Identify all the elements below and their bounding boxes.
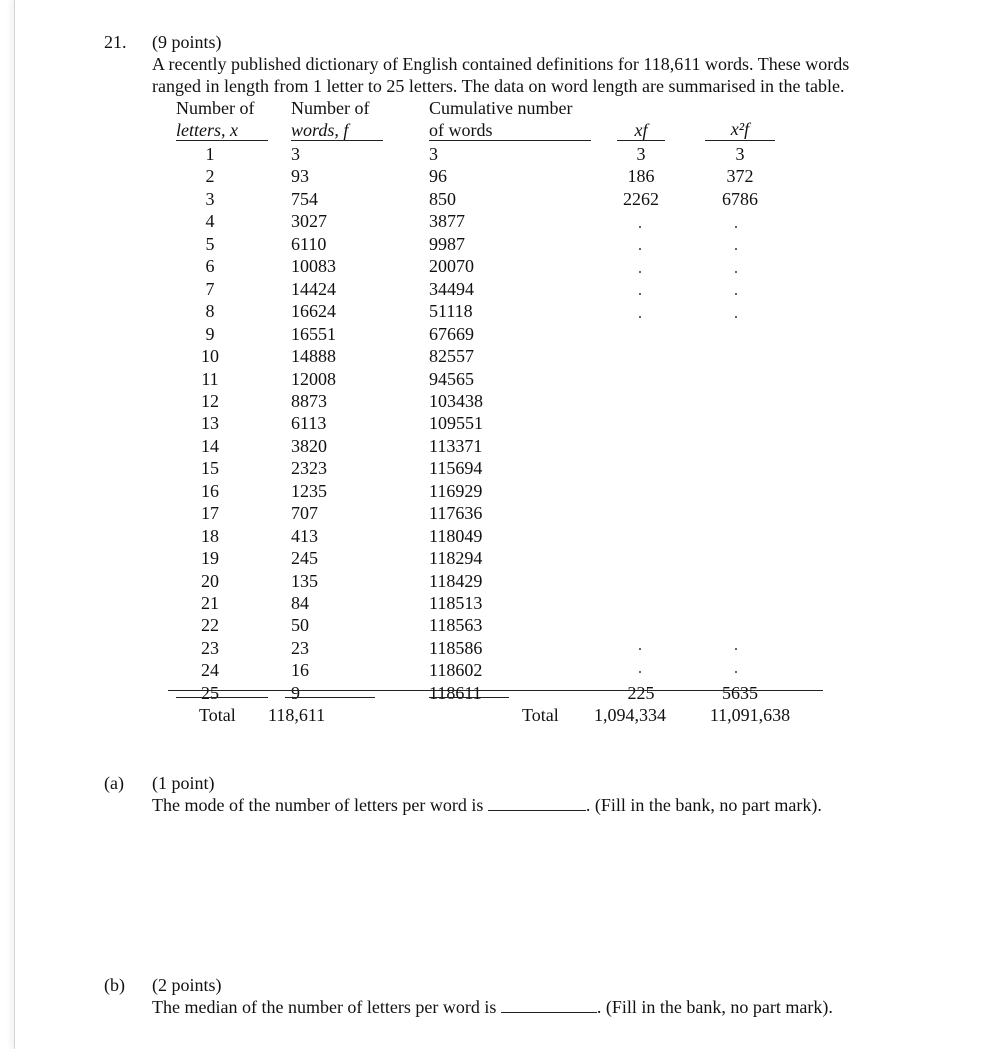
header-x-line1: Number of (176, 98, 255, 118)
cell-x2f (705, 210, 775, 232)
part-a-question (152, 794, 822, 816)
cell-cum: 3 (429, 144, 438, 164)
cell-xf (615, 278, 667, 300)
part-b-instruction: . (Fill in the bank, no part mark). (596, 997, 833, 1017)
cell-xf (615, 300, 667, 322)
cell-f: 9 (291, 682, 300, 703)
cell-x2f: 5635 (722, 682, 758, 703)
cell-cum: 51118 (429, 301, 473, 322)
cell-cum: 118429 (429, 570, 483, 591)
cell-x2f: 3 (735, 144, 745, 164)
cell-f: 16551 (291, 323, 336, 344)
cell-cum: 118513 (429, 593, 483, 613)
cell-x2f (705, 390, 775, 412)
question-number: 21. (104, 32, 127, 52)
cell-xf (615, 233, 667, 255)
cell-cum: 3877 (429, 211, 465, 232)
cell-x2f (705, 323, 775, 345)
cell-x: 25 (201, 682, 219, 703)
cell-x2f: 372 (726, 166, 754, 187)
cell-x: 2 (205, 166, 215, 187)
cell-f: 754 (291, 188, 318, 209)
cell-cum: 118563 (429, 615, 483, 636)
cell-f: 93 (291, 166, 309, 187)
cell-x2f (705, 659, 775, 681)
cell-x2f (705, 525, 775, 547)
cell-cum: 96 (429, 166, 447, 187)
header-f-line1: Number of (291, 98, 370, 118)
cell-f: 16624 (291, 301, 336, 322)
cell-x2f (705, 368, 775, 390)
ellipsis-dot (639, 671, 641, 673)
cell-xf (615, 614, 667, 636)
cell-xf (615, 255, 667, 277)
cell-xf (615, 435, 667, 457)
cell-x: 17 (201, 503, 219, 524)
cell-x: 24 (201, 660, 219, 681)
cell-x: 20 (201, 570, 219, 591)
ellipsis-dot (735, 271, 737, 273)
cell-xf (615, 390, 667, 412)
cell-xf (615, 323, 667, 345)
cell-cum: 34494 (429, 278, 474, 299)
last-row-underline (285, 697, 375, 698)
cell-cum: 113371 (429, 435, 483, 456)
cell-f: 6113 (291, 413, 327, 434)
cell-x: 23 (201, 637, 219, 658)
part-a-points: (1 point) (152, 773, 215, 793)
document-page (14, 0, 985, 1049)
cell-xf (615, 570, 667, 592)
total-label-2: Total (522, 705, 559, 725)
cell-x: 3 (205, 188, 215, 209)
cell-cum: 82557 (429, 346, 474, 367)
cell-x: 12 (201, 390, 219, 411)
table-totals-rule (168, 690, 823, 691)
cell-x: 18 (201, 525, 219, 546)
cell-x2f (705, 345, 775, 367)
last-row-underline (176, 697, 268, 698)
ellipsis-dot (639, 648, 641, 650)
cell-x2f (705, 457, 775, 479)
part-b-label: (b) (104, 975, 125, 995)
cell-xf (615, 210, 667, 232)
cell-xf (615, 502, 667, 524)
part-b-points: (2 points) (152, 975, 222, 995)
cell-x2f (705, 412, 775, 434)
ellipsis-dot (639, 248, 641, 250)
cell-cum: 20070 (429, 256, 474, 277)
cell-x2f (705, 547, 775, 569)
cell-xf (615, 480, 667, 502)
cell-xf: 186 (627, 166, 655, 187)
cell-f: 84 (291, 593, 309, 613)
cell-xf (615, 412, 667, 434)
cell-cum: 118294 (429, 548, 483, 569)
part-a-answer-blank[interactable] (488, 794, 586, 811)
cell-cum: 118586 (429, 637, 483, 658)
header-x2f: x²f (705, 118, 775, 141)
cell-x: 22 (201, 615, 219, 636)
cell-x: 7 (205, 278, 215, 299)
cell-xf (615, 637, 667, 659)
cell-xf (615, 592, 667, 614)
cell-x: 10 (201, 346, 219, 367)
cell-f: 2323 (291, 458, 327, 479)
cell-x2f (705, 570, 775, 592)
cell-cum: 94565 (429, 368, 474, 389)
question-points: (9 points) (152, 32, 222, 52)
cell-x: 11 (201, 368, 219, 389)
total-label: Total (199, 705, 236, 725)
header-cum-line2: of words (429, 120, 591, 141)
ellipsis-dot (735, 248, 737, 250)
cell-cum: 67669 (429, 323, 474, 344)
cell-cum: 850 (429, 188, 456, 209)
cell-x2f: 6786 (722, 188, 758, 209)
cell-x: 13 (201, 413, 219, 434)
cell-cum: 109551 (429, 413, 483, 434)
cell-x2f (705, 480, 775, 502)
cell-f: 16 (291, 660, 309, 681)
cell-f: 50 (291, 615, 309, 636)
ellipsis-dot (735, 293, 737, 295)
part-b-question (152, 996, 833, 1018)
ellipsis-dot (639, 271, 641, 273)
cell-xf: 3 (636, 144, 646, 164)
cell-f: 413 (291, 525, 318, 546)
cell-f: 23 (291, 637, 309, 658)
cell-f: 14888 (291, 346, 336, 367)
cell-x2f (705, 435, 775, 457)
cell-x2f (705, 502, 775, 524)
total-f: 118,611 (268, 705, 326, 725)
cell-x2f (705, 637, 775, 659)
cell-f: 3 (291, 144, 300, 164)
header-xf: xf (617, 120, 665, 141)
cell-xf (615, 659, 667, 681)
cell-cum: 9987 (429, 233, 465, 254)
ellipsis-dot (735, 671, 737, 673)
cell-f: 12008 (291, 368, 336, 389)
cell-x2f (705, 592, 775, 614)
cell-f: 14424 (291, 278, 336, 299)
cell-x: 8 (205, 301, 215, 322)
header-f-line2: words, f (291, 120, 383, 141)
cell-x: 21 (201, 593, 219, 613)
cell-x: 14 (201, 435, 219, 456)
cell-x: 16 (201, 480, 219, 501)
cell-f: 707 (291, 503, 318, 524)
part-b-text: The median of the number of letters per word is (152, 997, 497, 1017)
cell-f: 8873 (291, 390, 327, 411)
cell-cum: 118611 (429, 682, 482, 703)
cell-x2f (705, 233, 775, 255)
cell-cum: 115694 (429, 458, 483, 479)
cell-xf (615, 345, 667, 367)
cell-f: 245 (291, 548, 318, 569)
question-text-line2: ranged in length from 1 letter to 25 letters. The data on word length are summarised in the table. (152, 76, 845, 96)
cell-x: 9 (205, 323, 215, 344)
cell-cum: 118602 (429, 660, 483, 681)
cell-xf (615, 525, 667, 547)
cell-f: 1235 (291, 480, 327, 501)
cell-x: 1 (205, 144, 215, 164)
cell-f: 3027 (291, 211, 327, 232)
part-a-instruction: . (Fill in the bank, no part mark). (585, 795, 822, 815)
header-x-line2: letters, x (176, 120, 268, 141)
total-xf: 1,094,334 (594, 705, 666, 725)
cell-xf: 2262 (623, 188, 659, 209)
cell-xf: 225 (627, 682, 655, 703)
cell-xf (615, 457, 667, 479)
cell-xf (615, 547, 667, 569)
cell-cum: 117636 (429, 503, 483, 524)
cell-x2f (705, 614, 775, 636)
cell-x: 15 (201, 458, 219, 479)
cell-cum: 118049 (429, 525, 483, 546)
cell-f: 10083 (291, 256, 336, 277)
ellipsis-dot (639, 293, 641, 295)
part-a-text: The mode of the number of letters per word is (152, 795, 484, 815)
cell-f: 6110 (291, 233, 327, 254)
cell-x2f (705, 255, 775, 277)
part-a-label: (a) (104, 773, 124, 793)
cell-x: 5 (205, 233, 215, 254)
ellipsis-dot (735, 316, 737, 318)
part-b-answer-blank[interactable] (501, 996, 597, 1013)
question-text-line1: A recently published dictionary of English contained definitions for 118,611 words. These words (152, 54, 850, 74)
cell-x: 19 (201, 548, 219, 569)
cell-f: 3820 (291, 435, 327, 456)
cell-f: 135 (291, 570, 318, 591)
cell-x: 6 (205, 256, 215, 277)
cell-xf (615, 368, 667, 390)
cell-x: 4 (205, 211, 215, 232)
ellipsis-dot (735, 226, 737, 228)
cell-x2f (705, 278, 775, 300)
last-row-underline (429, 697, 509, 698)
cell-x2f (705, 300, 775, 322)
ellipsis-dot (639, 226, 641, 228)
cell-cum: 116929 (429, 480, 483, 501)
total-x2f: 11,091,638 (709, 705, 791, 725)
header-cum-line1: Cumulative number (429, 98, 573, 118)
ellipsis-dot (639, 316, 641, 318)
ellipsis-dot (735, 648, 737, 650)
cell-cum: 103438 (429, 390, 483, 411)
